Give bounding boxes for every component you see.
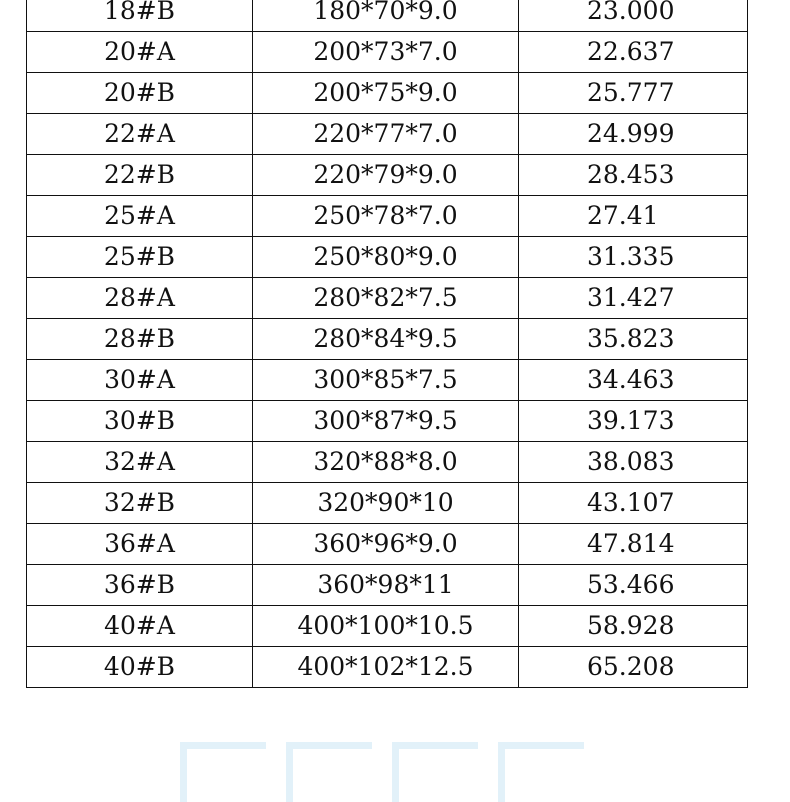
spec-cell: 280*84*9.5 bbox=[253, 319, 519, 360]
model-cell: 28#B bbox=[27, 319, 253, 360]
spec-cell: 220*79*9.0 bbox=[253, 155, 519, 196]
spec-cell: 360*98*11 bbox=[253, 565, 519, 606]
model-cell: 32#B bbox=[27, 483, 253, 524]
table-row bbox=[27, 0, 748, 32]
table-row bbox=[27, 360, 748, 401]
weight-cell: 22.637 bbox=[519, 32, 748, 73]
model-cell: 22#A bbox=[27, 114, 253, 155]
model-cell: 32#A bbox=[27, 442, 253, 483]
watermark-logo bbox=[180, 742, 630, 802]
model-cell: 18#B bbox=[27, 0, 253, 32]
weight-cell: 28.453 bbox=[519, 155, 748, 196]
table-row bbox=[27, 196, 748, 237]
weight-cell: 39.173 bbox=[519, 401, 748, 442]
weight-cell: 38.083 bbox=[519, 442, 748, 483]
table-row bbox=[27, 483, 748, 524]
table-row bbox=[27, 155, 748, 196]
channel-steel-spec-table bbox=[26, 0, 748, 688]
weight-cell: 23.000 bbox=[519, 0, 748, 32]
model-cell: 40#B bbox=[27, 647, 253, 688]
spec-table-body bbox=[27, 0, 748, 688]
spec-cell: 300*87*9.5 bbox=[253, 401, 519, 442]
weight-cell: 58.928 bbox=[519, 606, 748, 647]
spec-cell: 320*90*10 bbox=[253, 483, 519, 524]
table-row bbox=[27, 32, 748, 73]
spec-cell: 250*80*9.0 bbox=[253, 237, 519, 278]
spec-cell: 200*73*7.0 bbox=[253, 32, 519, 73]
spec-cell: 180*70*9.0 bbox=[253, 0, 519, 32]
watermark-glyph bbox=[286, 742, 372, 802]
spec-cell: 250*78*7.0 bbox=[253, 196, 519, 237]
weight-cell: 24.999 bbox=[519, 114, 748, 155]
model-cell: 28#A bbox=[27, 278, 253, 319]
spec-cell: 280*82*7.5 bbox=[253, 278, 519, 319]
model-cell: 25#B bbox=[27, 237, 253, 278]
weight-cell: 35.823 bbox=[519, 319, 748, 360]
table-row bbox=[27, 73, 748, 114]
watermark-glyph bbox=[498, 742, 584, 802]
table-row bbox=[27, 237, 748, 278]
model-cell: 36#B bbox=[27, 565, 253, 606]
spec-cell: 360*96*9.0 bbox=[253, 524, 519, 565]
table-row bbox=[27, 524, 748, 565]
table-row bbox=[27, 565, 748, 606]
spec-cell: 220*77*7.0 bbox=[253, 114, 519, 155]
spec-cell: 300*85*7.5 bbox=[253, 360, 519, 401]
table-row bbox=[27, 319, 748, 360]
model-cell: 20#B bbox=[27, 73, 253, 114]
model-cell: 30#A bbox=[27, 360, 253, 401]
watermark-glyph bbox=[392, 742, 478, 802]
model-cell: 25#A bbox=[27, 196, 253, 237]
spec-cell: 320*88*8.0 bbox=[253, 442, 519, 483]
weight-cell: 31.427 bbox=[519, 278, 748, 319]
model-cell: 20#A bbox=[27, 32, 253, 73]
weight-cell: 27.41 bbox=[519, 196, 748, 237]
weight-cell: 34.463 bbox=[519, 360, 748, 401]
weight-cell: 65.208 bbox=[519, 647, 748, 688]
table-row bbox=[27, 442, 748, 483]
table-row bbox=[27, 114, 748, 155]
spec-cell: 400*100*10.5 bbox=[253, 606, 519, 647]
weight-cell: 53.466 bbox=[519, 565, 748, 606]
model-cell: 22#B bbox=[27, 155, 253, 196]
spec-cell: 200*75*9.0 bbox=[253, 73, 519, 114]
table-row bbox=[27, 606, 748, 647]
model-cell: 40#A bbox=[27, 606, 253, 647]
weight-cell: 43.107 bbox=[519, 483, 748, 524]
weight-cell: 47.814 bbox=[519, 524, 748, 565]
weight-cell: 31.335 bbox=[519, 237, 748, 278]
table-row bbox=[27, 401, 748, 442]
spec-cell: 400*102*12.5 bbox=[253, 647, 519, 688]
weight-cell: 25.777 bbox=[519, 73, 748, 114]
table-row bbox=[27, 647, 748, 688]
model-cell: 30#B bbox=[27, 401, 253, 442]
table-row bbox=[27, 278, 748, 319]
watermark-glyph bbox=[180, 742, 266, 802]
model-cell: 36#A bbox=[27, 524, 253, 565]
